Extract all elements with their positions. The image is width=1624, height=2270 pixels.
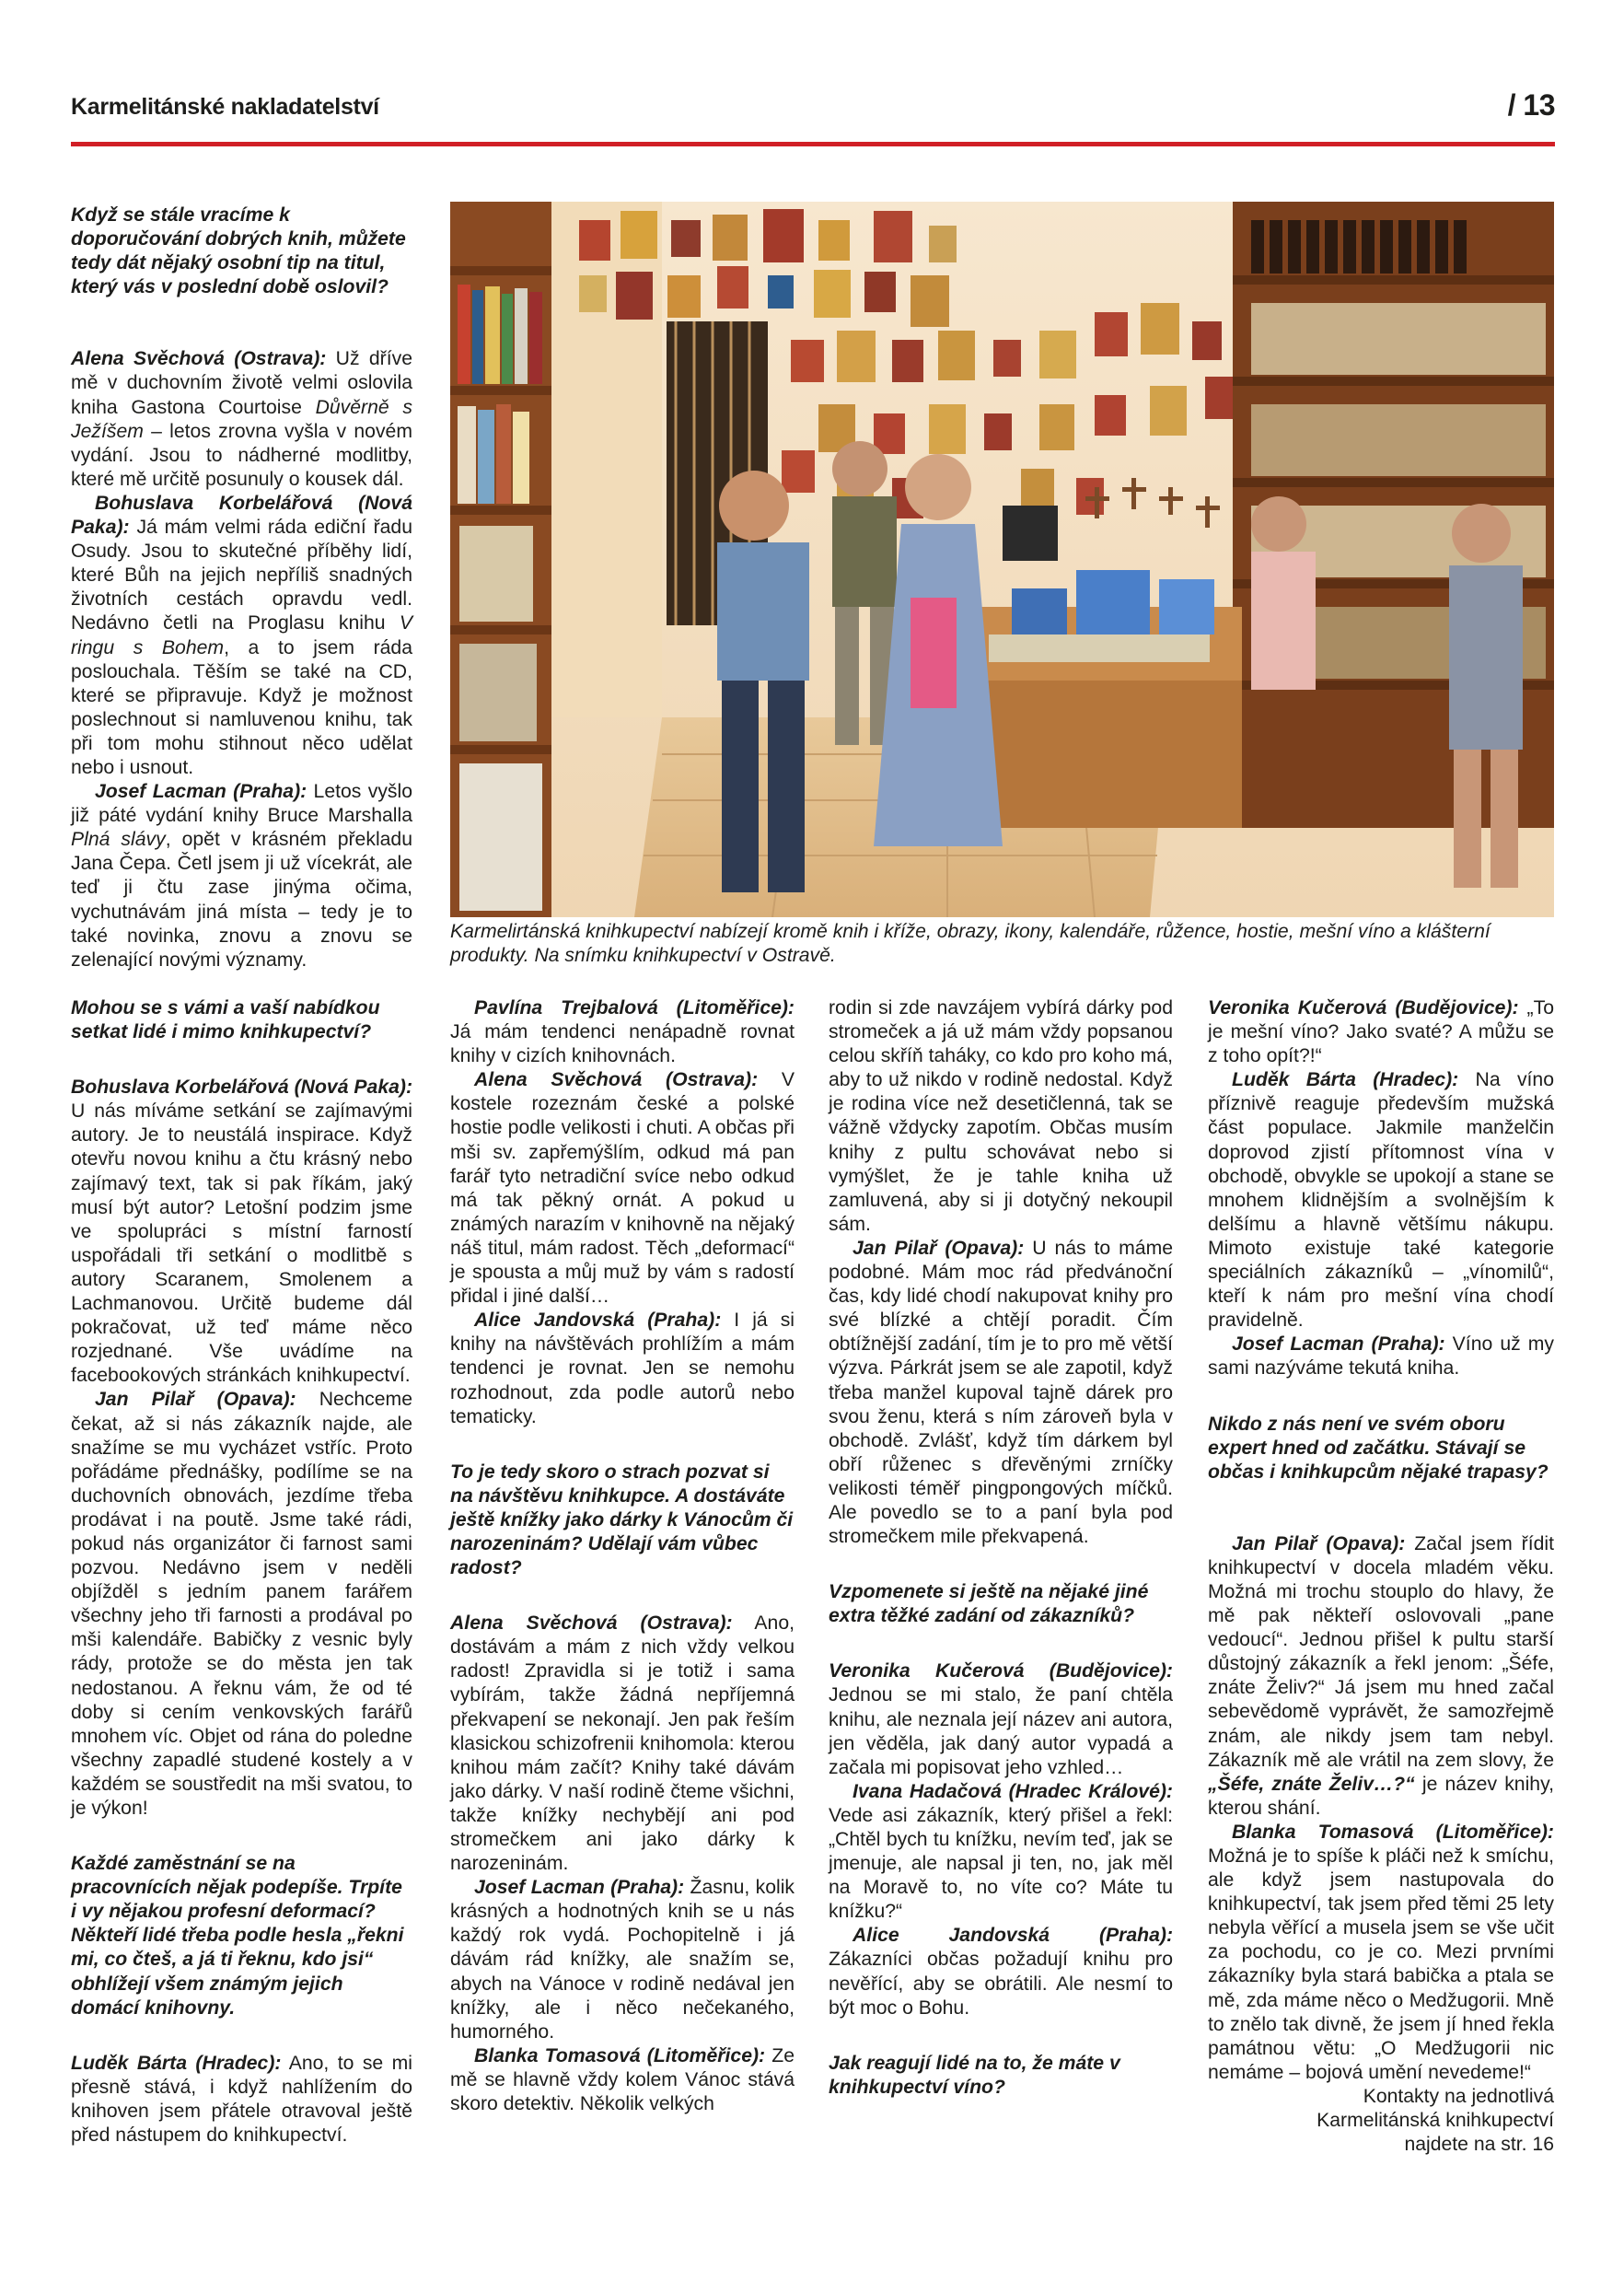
answer-paragraph: Blanka Tomasová (Litoměřice): Možná je to spíše k pláči než k smíchu, ale když jsem nastupovala do knihkupectví, tak jsem před těmi 25 lety nebyla věřící a musela jsem se vše učit za pochodu, co je co. Mezi prvními zákazníky byla stará babička a ptala se mě, zda máme něco o Medžugorii. Mně to znělo tak divně, že jsem jí hned řekla památnou větu: „O Medžugorii nic nemáme – bojová umění nevedeme!“ bbox=[1208, 1821, 1554, 2083]
publisher-name: Karmelitánské nakladatelství bbox=[71, 94, 379, 120]
speaker-name: Blanka Tomasová (Litoměřice): bbox=[1232, 1821, 1554, 1843]
answer-paragraph: Josef Lacman (Praha): Žasnu, kolik krásných a hodnotných knih se u nás každý rok vydá. Pochopitelně i já dávám rád knížky, ale snažím se, abych na Vánoce v rodině nedával jen knížky, ale i něco nečekaného, humorného. bbox=[450, 1877, 795, 2043]
speaker-name: Bohuslava Korbelářová (Nová Paka): bbox=[71, 1077, 412, 1099]
question-heading: Nikdo z nás není ve svém oboru expert hned od začátku. Stávají se občas i knihkupcům nějaké trapasy? bbox=[1208, 1413, 1549, 1483]
answer-paragraph: rodin si zde navzájem vybírá dárky pod stromeček a já už mám vždy popsanou celou skříň taháky, co kdo pro koho má, aby to už nikdo v rodině nedostal. Když je rodina více než desetičlenná, tak se vážně vždycky zapotím. Občas musím knihy z pultu schovávat nebo si vymýšlet, že je tahle kniha už zamluvená, aby si ji dotyčný nekoupil sám. bbox=[829, 997, 1173, 1235]
answer-paragraph: Alena Svěchová (Ostrava): Už dříve mě v duchovním životě velmi oslovila kniha Gastona Courtoise Důvěrně s Ježíšem – letos zrovna vyšla v novém vydání. Jsou to nádherné modlitby, které mě určitě posunuly o kousek dál. bbox=[71, 348, 412, 490]
answer-paragraph: Josef Lacman (Praha): Letos vyšlo již páté vydání knihy Bruce Marshalla Plná slávy, opět v krásném překladu Jana Čepa. Četl jsem ji už vícekrát, ale teď ji čtu zase jinýma očima, vychutnávám jiná místa – tedy je to také novinka, znovu a znovu se zelenající novými významy. bbox=[71, 781, 412, 971]
photo-caption: Karmelirtánská knihkupectví nabízejí kromě knih i kříže, obrazy, ikony, kalendáře, růžence, hostie, mešní víno a klášterní produkty. Na snímku knihkupectví v Ostravě. bbox=[450, 921, 1491, 966]
speaker-name: Alena Svěchová (Ostrava): bbox=[450, 1612, 733, 1635]
answer-paragraph: Alice Jandovská (Praha): I já si knihy na návštěvách prohlížím a mám tendenci je rovnat. Jen se nemohu rozhodnout, zda podle autorů nebo tematicky. bbox=[450, 1310, 795, 1427]
speaker-name: Luděk Bárta (Hradec): bbox=[1232, 1069, 1459, 1091]
answer-paragraph: Luděk Bárta (Hradec): Ano, to se mi přesně stává, i když nahlížením do knihoven jsem přátele otravoval ještě před nástupem do knihkupectví. bbox=[71, 2052, 412, 2147]
book-title: Plná slávy bbox=[71, 829, 166, 851]
question-heading: Jak reagují lidé na to, že máte v knihkupectví víno? bbox=[829, 2052, 1120, 2098]
speaker-name: Josef Lacman (Praha): bbox=[474, 1877, 685, 1899]
speaker-name: Alena Svěchová (Ostrava): bbox=[71, 348, 327, 370]
answer-paragraph: Veronika Kučerová (Budějovice): Jednou se mi stalo, že paní chtěla knihu, ale neznala její název ani autora, jen věděla, jak daný autor vypadá a začala mi popisovat jeho vzhled… bbox=[829, 1660, 1173, 1778]
contacts-note-line: Karmelitánská knihkupectví bbox=[1317, 2110, 1554, 2132]
answer-paragraph: Bohuslava Korbelářová (Nová Paka): Já mám velmi ráda ediční řadu Osudy. Jsou to skutečné příběhy lidí, které Bůh na jejich nepříliš snadných životních cestách opravdu vedl. Nedávno četli na Proglasu knihu V ringu s Bohem, a to jsem ráda poslouchala. Těším se také na CD, které se připravuje. Když je možnost poslechnout si namluvenou knihu, tak při tom mohu stihnout něco udělat nebo i usnout. bbox=[71, 492, 412, 778]
answer-paragraph: Ivana Hadačová (Hradec Králové): Vede asi zákazník, který přišel a řekl: „Chtěl bych tu knížku, nevím teď, jak se jmenuje, ale napsal ji ten, no, jak měl na Moravě to, no víte co? Máte tu knížku?“ bbox=[829, 1780, 1173, 1923]
book-title: V ringu s Bohem bbox=[71, 612, 412, 658]
header-rule bbox=[71, 142, 1555, 146]
contacts-note-line: najdete na str. 16 bbox=[1404, 2134, 1554, 2156]
speaker-name: Veronika Kučerová (Budějovice): bbox=[829, 1660, 1173, 1682]
page-header bbox=[71, 88, 1555, 129]
column-4 bbox=[1208, 996, 1554, 2157]
column-2 bbox=[450, 996, 795, 2116]
answer-paragraph: Bohuslava Korbelářová (Nová Paka): U nás míváme setkání se zajímavými autory. Je to neustálá inspirace. Když otevřu novou knihu a čtu krásný nebo zajímavý text, tak si pak říkám, jaký musí být autor? Letošní podzim jsme ve spolupráci s místní farností uspořádali tři setkání o modlitbě s autory Scaranem, Smolenem a Lachmanovou. Určitě budeme dál pokračovat, už teď máme něco rozjednané. Vše uvádíme na facebookových stránkách knihkupectví. bbox=[71, 1077, 412, 1387]
question-heading: Mohou se s vámi a vaší nabídkou setkat lidé i mimo knihkupectví? bbox=[71, 997, 380, 1043]
answer-paragraph: Pavlína Trejbalová (Litoměřice): Já mám tendenci nenápadně rovnat knihy v cizích knihovnách. bbox=[450, 997, 795, 1067]
speaker-name: Bohuslava Korbelářová (Nová Paka): bbox=[71, 492, 412, 539]
answer-paragraph: Alena Svěchová (Ostrava): V kostele rozeznám české a polské hostie podle velikosti i chuti. A občas při mši sv. zapřemýšlím, odkud má pan farář tyto netradiční svíce nebo odkud má tak pěkný ornát. A pokud u známých narazím v knihovně na nějaký náš titul, mám radost. Těch „deformací“ je spousta a můj muž by vám s radostí přidal i jiné další… bbox=[450, 1069, 795, 1308]
answer-paragraph: Blanka Tomasová (Litoměřice): Ze mě se hlavně vždy kolem Vánoc stává skoro detektiv. Několik velkých bbox=[450, 2044, 795, 2115]
column-1-top bbox=[71, 204, 412, 972]
answer-paragraph: Josef Lacman (Praha): Víno už my sami nazýváme tekutá kniha. bbox=[1208, 1333, 1554, 1379]
question-heading: Vzpomenete si ještě na nějaké jiné extra těžké zadání od zákazníků? bbox=[829, 1581, 1149, 1627]
speaker-name: Veronika Kučerová (Budějovice): bbox=[1208, 997, 1519, 1019]
speaker-name: Jan Pilař (Opava): bbox=[1232, 1532, 1406, 1554]
question-heading: To je tedy skoro o strach pozvat si na návštěvu knihkupce. A dostáváte ještě knížky jako dárky k Vánocům či narozeninám? Udělají vám vůbec radost? bbox=[450, 1461, 794, 1579]
speaker-name: Jan Pilař (Opava): bbox=[95, 1389, 296, 1411]
speaker-name: Alice Jandovská (Praha): bbox=[474, 1310, 722, 1332]
answer-paragraph: Alice Jandovská (Praha): Zákazníci občas požadují knihu pro nevěřící, aby se obrátili. Ale nesmí to být moc o Bohu. bbox=[829, 1925, 1173, 2019]
answer-paragraph: Luděk Bárta (Hradec): Na víno příznivě reaguje především mužská část populace. Jakmile manželčin doprovod zjistí přítomnost vína v obchodě, obvykle se upokojí a stane se mnohem klidnějším a svolnějším k delšímu a hlavně většímu nákupu. Mimoto existuje také kategorie speciálních zákazníků – „vínomilů“, kteří k nám pro mešní vína chodí pravidelně. bbox=[1208, 1069, 1554, 1332]
speaker-name: Luděk Bárta (Hradec): bbox=[71, 2052, 282, 2074]
answer-paragraph: Veronika Kučerová (Budějovice): „To je mešní víno? Jako svaté? A můžu se z toho opít?!“ bbox=[1208, 997, 1554, 1067]
contacts-note-line: Kontakty na jednotlivá bbox=[1363, 2085, 1554, 2107]
book-title: „Šéfe, znáte Želiv…?“ bbox=[1208, 1773, 1415, 1795]
answer-paragraph: Jan Pilař (Opava): Začal jsem řídit knihkupectví v docela mladém věku. Možná mi trochu stouplo do hlavy, že mě pak někteří oslovovali „pane vedoucí“. Jednou přišel k pultu starší důstojný zákazník a řekl jenom: „Šéfe, znáte Želiv?“ Já jsem mu hned začal sebevědomě vyprávět, že samozřejmě znám, ale nikdy jsem tam nebyl. Zákazník mě ale vrátil na zem slovy, že „Šéfe, znáte Želiv…?“ je název knihy, kterou shání. bbox=[1208, 1532, 1554, 1819]
bookshop-photo bbox=[450, 202, 1554, 917]
speaker-name: Pavlína Trejbalová (Litoměřice): bbox=[474, 997, 795, 1019]
speaker-name: Blanka Tomasová (Litoměřice): bbox=[474, 2044, 766, 2066]
column-1-bottom bbox=[71, 996, 412, 2148]
answer-paragraph: Jan Pilař (Opava): U nás to máme podobné. Mám moc rád předvánoční čas, kdy lidé chodí nakupovat knihy pro své blízké a chtějí poradit. Čím obtížnější zadání, tím je to pro mě větší výzva. Párkrát jsem se ale zapotil, když třeba manžel kupoval tajně dárek pro svou ženu, která s ním zároveň byla v obchodě. Zvlášť, když tím dárkem byl obří růženec s dřevěnými zrníčky velikosti téměř pingpongových míčků. Ale povedlo se to a paní byla pod stromečkem mile překvapená. bbox=[829, 1237, 1174, 1548]
question-heading: Každé zaměstnání se na pracovnících nějak podepíše. Trpíte i vy nějakou profesní deformací? Někteří lidé třeba podle hesla „řekni mi, co čteš, a já ti řeknu, kdo jsi“ obhlížejí všem známým jejich domácí knihovny. bbox=[71, 1853, 404, 2019]
column-3 bbox=[829, 996, 1173, 2100]
page-number: / 13 bbox=[1507, 88, 1555, 122]
book-title: Důvěrně s Ježíšem bbox=[71, 396, 412, 442]
answer-paragraph: Jan Pilař (Opava): Nechceme čekat, až si nás zákazník najde, ale snažíme se mu vycházet vstříc. Proto pořádáme přednášky, podílíme se na duchovních obnovách, jezdíme třeba prodávat i na poutě. Jsme také rádi, pokud nás organizátor či farnost sami pozvou. Nedávno jsem v neděli objížděl s jedním panem farářem všechny jeho tři farnosti a prodával po mši kalendáře. Babičky z vesnic byly rády, protože se do města jen tak nedostanou. A řeknu vám, že od té doby si cením venkovských farářů mnohem víc. Objet od rána do poledne všechny zapadlé studené kostely a v každém se soustředit na mši svatou, to je výkon! bbox=[71, 1389, 412, 1819]
speaker-name: Alena Svěchová (Ostrava): bbox=[474, 1069, 759, 1091]
speaker-name: Ivana Hadačová (Hradec Králové): bbox=[853, 1780, 1173, 1802]
speaker-name: Josef Lacman (Praha): bbox=[1232, 1333, 1445, 1356]
speaker-name: Jan Pilař (Opava): bbox=[853, 1237, 1025, 1259]
speaker-name: Josef Lacman (Praha): bbox=[95, 781, 307, 803]
answer-paragraph: Alena Svěchová (Ostrava): Ano, dostávám a mám z nich vždy velkou radost! Zpravidla si je totiž i sama vybírám, takže žádná nepříjemná překvapení se nekonají. Jen pak řeším klasickou schizofrenii knihomola: kterou knihou mám začít? Knihy také dávám jako dárky. V naší rodině čteme všichni, takže knížky nechybějí ani pod stromečkem ani jako dárky k narozeninám. bbox=[450, 1612, 795, 1875]
speaker-name: Alice Jandovská (Praha): bbox=[853, 1925, 1173, 1947]
question-heading: Když se stále vracíme k doporučování dobrých knih, můžete tedy dát nějaký osobní tip na titul, který vás v poslední době oslovil? bbox=[71, 204, 406, 298]
